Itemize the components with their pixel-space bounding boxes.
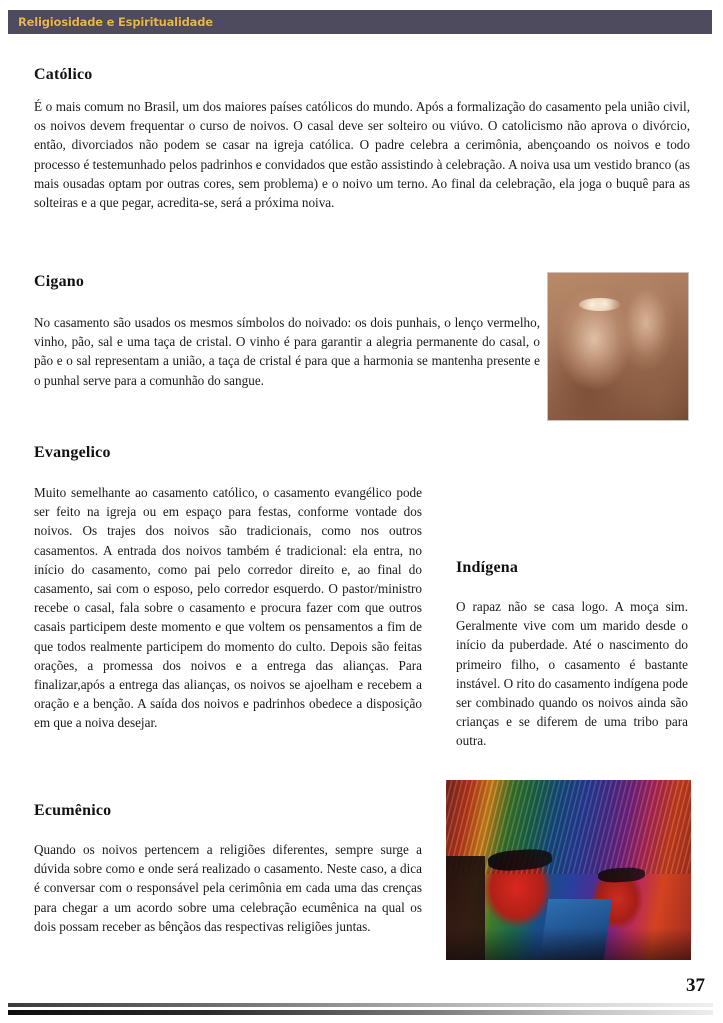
page-number: 37 [686,975,705,996]
section-text-cigano: No casamento são usados os mesmos símbolos do noivado: os dois punhais, o lenço vermelho, vinho, pão, sal e uma taça de cristal. O vinho é para garantir a alegria permanente do casal, o pão e o sal representam a união, a taça de cristal é para que a harmonia se mantenha presente e o punhal serve para a comunhão do sangue. [34,315,540,388]
section-text-catolico: É o mais comum no Brasil, um dos maiores países católicos do mundo. Após a formalização do casamento pela união civil, os noivos devem frequentar o curso de noivos. O casal deve ser solteiro ou viúvo. O catolicismo não aprova o divórcio, então, divorciados não podem se casar na igreja católica. O padre celebra a cerimônia, abençoando os noivos e todo processo é testemunhado pelos padrinhos e convidados que estão assistindo à celebração. A noiva usa um vestido branco (as mais ousadas optam por outras cores, sem problema) e o noivo um terno. Ao final da celebração, ela joga o buquê para as solteiras e a que pegar, acredita-se, será a próxima noiva. [34,99,690,211]
photo-vignette [446,928,691,960]
header-title: Religiosidade e Espiritualidade [18,15,213,29]
photo-indigenous-people [446,780,691,960]
photo-cigano-headpiece [579,298,621,311]
section-heading-catolico: Católico [34,66,93,83]
photo-cigano-image [548,273,688,420]
section-heading-ecumenico: Ecumênico [34,802,112,819]
section-text-ecumenico: Quando os noivos pertencem a religiões diferentes, sempre surge a dúvida sobre como e onde será realizado o casamento. Neste caso, a dica é conversar com o responsável pela cerimônia em cada uma das crenças para chegar a um acordo sobre uma celebração ecumênica na qual os dois possam receber as bênçãos das respectivas religiões juntas. [34,842,422,934]
section-heading-cigano: Cigano [34,273,85,290]
header-banner [8,10,712,34]
section-heading-evangelico: Evangelico [34,444,111,461]
face-paint-band-right [598,867,645,884]
photo-indigena-image [446,780,691,960]
section-heading-indigena: Indígena [456,559,519,576]
photo-cigano-couple [547,272,689,421]
section-text-evangelico: Muito semelhante ao casamento católico, o casamento evangélico pode ser feito na igreja ou em espaço para festas, conforme vontade dos noivos. Os trajes dos noivos são tradicionais, como nos outros casamentos. A entrada dos noivos também é tradicional: ela entra, no início do casamento, como pai pelo corredor direito e, ao final do casamento, sai com o esposo, pelo corredor esquerdo. O pastor/ministro recebe o casal, fala sobre o casamento e procura fazer com que outros casais participem deste momento e que voltem os pensamentos a fim de que todos realmente participem do momento do culto. Depois são feitas orações, a promessa dos noivos e a entrega das alianças. Para finalizar,após a entrega das alianças, os noivos se ajoelham e recebem a oração e a benção. A saída dos noivos e padrinhos obedece a disposição em que a noiva desejar. [34,485,422,731]
section-text-indigena: O rapaz não se casa logo. A moça sim. Geralmente vive com um marido desde o início da puberdade. Até o nascimento do primeiro filho, o casamento é bastante instável. O rito do casamento indígena pode ser combinado quando os noivos ainda são crianças e se diferem de uma tribo para outra. [456,599,688,749]
footer-rule-top [8,1003,713,1007]
footer-rule-bottom [8,1010,713,1015]
